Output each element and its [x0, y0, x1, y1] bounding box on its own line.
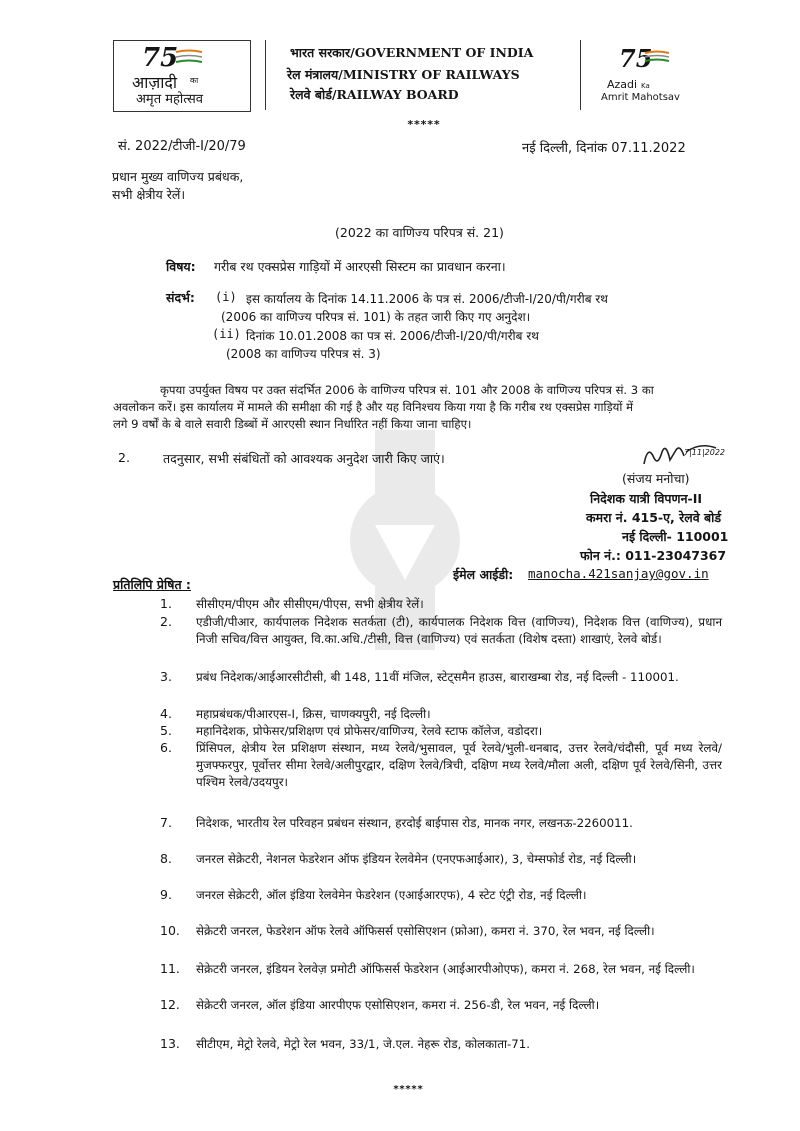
addressee-line2: सभी क्षेत्रीय रेलें। [112, 187, 186, 202]
logo-ka: का [190, 76, 199, 85]
copy-item-2-num: 2. [160, 614, 172, 629]
tricolor-flag-icon-right [643, 50, 671, 64]
copy-item-8-text: जनरल सेक्रेटरी, नेशनल फेडरेशन ऑफ इंडियन रेलवेमेन (एनएफआईआर), 3, चेम्सफोर्ड रोड, नई दिल्ली। [196, 852, 637, 866]
copy-item-2-text: एडीजी/पीआर, कार्यपालक निदेशक सतर्कता (टी), कार्यपालक निदेशक वित्त (वाणिज्य), निदेशक वित्त (वाणिज्य), प्रधान निजी सचिव/वित्त आयुक्त, वि.का.अधि./टीसी, वित्त (वाणिज्य) एवं सतर्कता (विशेष दस्ता) शाखाएं, रेलवे बोर्ड। [196, 615, 722, 646]
copy-item-13-text: सीटीएम, मेट्रो रेलवे, मेट्रो रेल भवन, 33/1, जे.एल. नेहरू रोड, कोलकाता-71. [196, 1037, 531, 1051]
reference-1-line1: इस कार्यालय के दिनांक 14.11.2006 के पत्र सं. 2006/टीजी-I/20/पी/गरीब रथ [246, 292, 608, 306]
copy-item-1-text: सीसीएम/पीएम और सीसीएम/पीएस, सभी क्षेत्रीय रेलें। [196, 597, 424, 611]
copy-item-12-num: 12. [160, 997, 180, 1012]
references-label: संदर्भ: [166, 290, 195, 305]
circular-title: (2022 का वाणिज्य परिपत्र सं. 21) [335, 225, 504, 240]
copy-item-4-num: 4. [160, 706, 172, 721]
para2-number: 2. [118, 450, 130, 465]
logo-75-number: 75 [142, 43, 179, 73]
reference-1-num: (i) [215, 290, 237, 304]
copy-item-8-num: 8. [160, 851, 172, 866]
logo-right-ka: Ka [641, 82, 650, 90]
para2-text: तदनुसार, सभी संबंधितों को आवश्यक अनुदेश जारी किए जाएं। [163, 451, 445, 466]
copy-item-4-text: महाप्रबंधक/पीआरएस-I, क्रिस, चाणक्यपुरी, नई दिल्ली। [196, 707, 431, 721]
azadi-logo-hindi [113, 40, 251, 112]
reference-2-num: (ii) [212, 327, 241, 341]
copy-item-3-text: प्रबंध निदेशक/आईआरसीटीसी, बी 148, 11वीं मंजिल, स्टेट्समैन हाउस, बाराखम्बा रोड, नई दिल्ली - 110001. [196, 670, 679, 684]
signatory-name: (संजय मनोचा) [622, 471, 690, 486]
letter-date: नई दिल्ली, दिनांक 07.11.2022 [522, 141, 686, 156]
copy-to-label: प्रतिलिपि प्रेषित : [113, 577, 191, 592]
copy-item-7-text: निदेशक, भारतीय रेल परिवहन प्रबंधन संस्थान, हरदोई बाईपास रोड, मानक नगर, लखनऊ-2260011. [196, 816, 633, 830]
header-stars: ***** [407, 118, 441, 131]
logo-line2: अमृत महोत्सव [136, 92, 204, 107]
copy-item-11-text: सेक्रेटरी जनरल, इंडियन रेलवेज़ प्रमोटी ऑफिसर्स फेडरेशन (आईआरपीओएफ), कमरा नं. 268, रेल भवन, नई दिल्ली। [196, 962, 695, 976]
header-line-board: रेलवे बोर्ड/RAILWAY BOARD [290, 87, 459, 102]
body-line2: अवलोकन करें। इस कार्यालय में मामले की समीक्षा की गई है और यह विनिश्चय किया गया है कि गरीब रथ एक्सप्रेस गाड़ियों में [113, 400, 634, 414]
signatory-phone: फोन नं.: 011-23047367 [580, 548, 727, 563]
logo-75-number-right: 75 [619, 44, 653, 73]
copy-item-10-num: 10. [160, 923, 180, 938]
header-line-government: भारत सरकार/GOVERNMENT OF INDIA [290, 45, 534, 60]
copy-item-13-num: 13. [160, 1036, 180, 1051]
logo-line1: आज़ादी [132, 73, 178, 92]
copy-item-5-num: 5. [160, 723, 172, 738]
body-line1: कृपया उपर्युक्त विषय पर उक्त संदर्भित 2006 के वाणिज्य परिपत्र सं. 101 और 2008 के वाणिज्य परिपत्र सं. 3 का [160, 383, 654, 397]
copy-item-5-text: महानिदेशक, प्रोफेसर/प्रशिक्षण एवं प्रोफेसर/वाणिज्य, रेलवे स्टाफ कॉलेज, वडोदरा। [196, 724, 543, 738]
header-divider-right [580, 40, 581, 110]
body-line3: लगे 9 वर्षों के बे वाले सवारी डिब्बों में आरएसी स्थान निर्धारित नहीं किया जाना चाहिए। [113, 417, 472, 431]
reference-2-line2: (2008 का वाणिज्य परिपत्र सं. 3) [226, 347, 381, 361]
reference-1-line2: (2006 का वाणिज्य परिपत्र सं. 101) के तहत जारी किए गए अनुदेश। [221, 310, 531, 324]
footer-stars: ***** [393, 1084, 424, 1095]
email-address[interactable]: manocha.421sanjay@gov.in [528, 566, 709, 581]
reference-2-line1: दिनांक 10.01.2008 का पत्र सं. 2006/टीजी-I/20/पी/गरीब रथ [246, 329, 539, 343]
signatory-room: कमरा नं. 415-ए, रेलवे बोर्ड [586, 510, 722, 525]
copy-item-3-num: 3. [160, 669, 172, 684]
email-label: ईमेल आईडी: [453, 567, 514, 582]
signature-date: 7|11|2022 [684, 448, 726, 457]
tricolor-flag-icon [174, 49, 204, 65]
copy-item-7-num: 7. [160, 815, 172, 830]
signatory-city: नई दिल्ली- 110001 [622, 529, 729, 544]
copy-item-9-num: 9. [160, 887, 172, 902]
copy-item-6-num: 6. [160, 740, 172, 755]
addressee-line1: प्रधान मुख्य वाणिज्य प्रबंधक, [112, 169, 244, 184]
copy-item-11-num: 11. [160, 961, 180, 976]
logo-right-line1: Azadi [607, 78, 638, 91]
subject-label: विषय: [166, 259, 196, 274]
signatory-designation: निदेशक यात्री विपणन-II [590, 491, 702, 506]
reference-number: सं. 2022/टीजी-I/20/79 [118, 139, 246, 154]
subject-text: गरीब रथ एक्सप्रेस गाड़ियों में आरएसी सिस्टम का प्रावधान करना। [214, 259, 506, 274]
copy-item-9-text: जनरल सेक्रेटरी, ऑल इंडिया रेलवेमेन फेडरेशन (एआईआरएफ), 4 स्टेट एंट्री रोड, नई दिल्ली। [196, 888, 587, 902]
header-line-ministry: रेल मंत्रालय/MINISTRY OF RAILWAYS [287, 67, 520, 82]
header-divider-left [265, 40, 266, 110]
copy-item-1-num: 1. [160, 596, 172, 611]
copy-item-6-text: प्रिंसिपल, क्षेत्रीय रेल प्रशिक्षण संस्थान, मध्य रेलवे/भुसावल, पूर्व रेलवे/भुली-धनबाद, उत्तर रेलवे/चंदौसी, पूर्व मध्य रेलवे/मुजफ्फरपुर, पूर्वोत्तर सीमा रेलवे/अलीपुरद्वार, दक्षिण रेलवे/त्रिची, दक्षिण मध्य रेलवे/मौला अली, दक्षिण पूर्व रेलवे/सिनी, उत्तर पश्चिम रेलवे/उदयपुर। [196, 741, 722, 789]
copy-item-12-text: सेक्रेटरी जनरल, ऑल इंडिया आरपीएफ एसोसिएशन, कमरा नं. 256-डी, रेल भवन, नई दिल्ली। [196, 998, 600, 1012]
logo-right-line2: Amrit Mahotsav [601, 92, 680, 103]
azadi-logo-english [597, 40, 689, 110]
copy-item-10-text: सेक्रेटरी जनरल, फेडरेशन ऑफ रेलवे ऑफिसर्स एसोसिएशन (फ्रोआ), कमरा नं. 370, रेल भवन, नई दिल्ली। [196, 924, 655, 938]
